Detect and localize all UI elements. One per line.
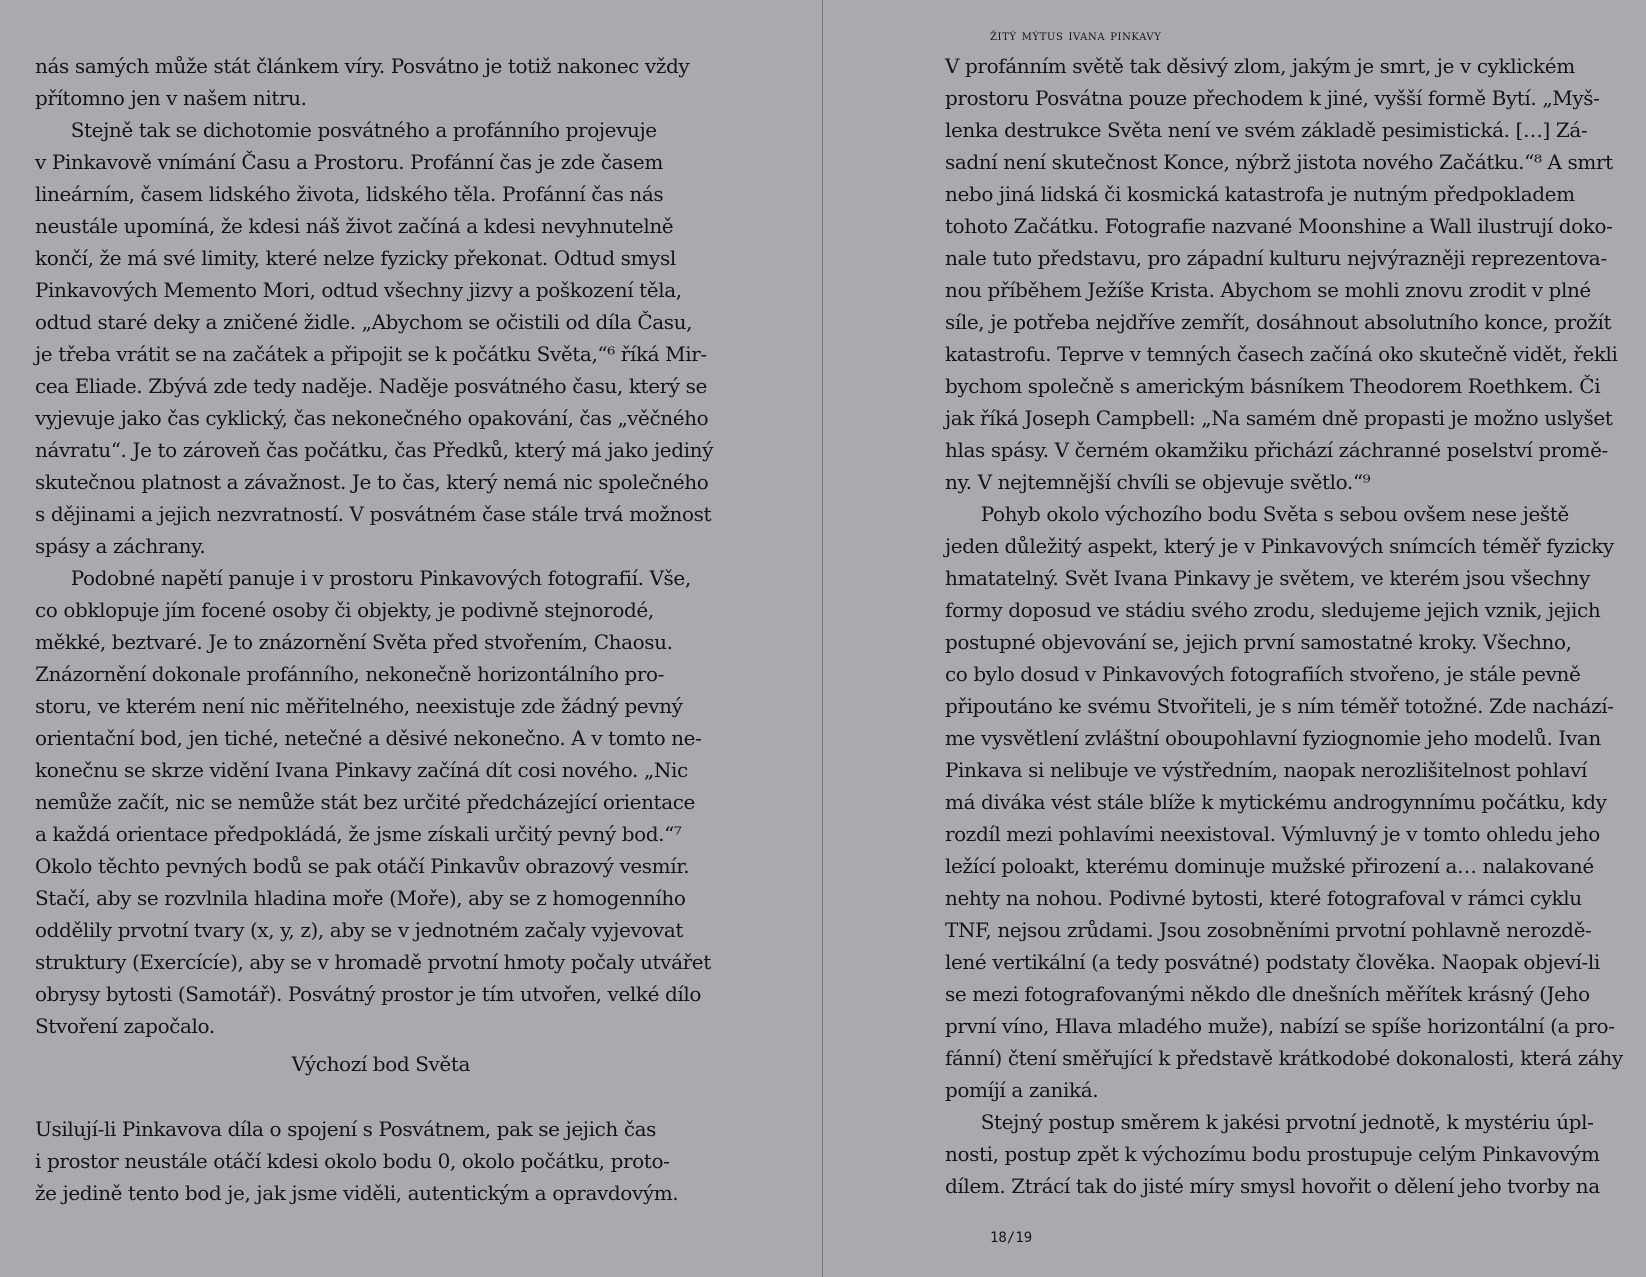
text-line: obrysy bytosti (Samotář). Posvátný prostor je tím utvořen, velké dílo (35, 982, 702, 1006)
text-line: jeden důležitý aspekt, který je v Pinkavových snímcích téměř fyzicky (945, 534, 1614, 558)
text-line: katastrofu. Teprve v temných časech začíná oko skutečně vidět, řekli (945, 342, 1618, 366)
text-line: je třeba vrátit se na začátek a připojit se k počátku Světa,“⁶ říká Mir- (35, 342, 707, 366)
text-line: Pohyb okolo výchozího bodu Světa s sebou ovšem nese ještě (945, 502, 1569, 526)
left-page (35, 0, 725, 1277)
text-line: s dějinami a jejich nezvratností. V posvátném čase stále trvá možnost (35, 502, 712, 526)
text-line: lineárním, časem lidského života, lidského těla. Profánní čas nás (35, 182, 664, 206)
text-line: hlas spásy. V černém okamžiku přichází záchranné poselství promě- (945, 438, 1608, 462)
text-line: nale tuto představu, pro západní kulturu nejvýrazněji reprezentova- (945, 246, 1607, 270)
page-numbers: 18/19 (990, 1230, 1033, 1246)
text-line: nehty na nohou. Podivné bytosti, které fotografoval v rámci cyklu (945, 886, 1582, 910)
text-line: nou příběhem Ježíše Krista. Abychom se mohli znovu zrodit v plné (945, 278, 1591, 302)
text-line: nás samých může stát článkem víry. Posvátno je totiž nakonec vždy (35, 54, 690, 78)
text-line: konečnu se skrze vidění Ivana Pinkavy začíná dít cosi nového. „Nic (35, 758, 688, 782)
running-header: žitý mýtus ivana pinkavy (990, 28, 1162, 44)
text-line: nosti, postup zpět k výchozímu bodu prostupuje celým Pinkavovým (945, 1142, 1600, 1166)
text-line: Stejně tak se dichotomie posvátného a profánního projevuje (35, 118, 657, 142)
text-line: dílem. Ztrácí tak do jisté míry smysl hovořit o dělení jeho tvorby na (945, 1174, 1600, 1198)
text-line: spásy a záchrany. (35, 534, 206, 558)
text-line: měkké, beztvaré. Je to znázornění Světa před stvořením, Chaosu. (35, 630, 673, 654)
right-text-block (945, 50, 1623, 1202)
left-text-block-after-heading (35, 1113, 678, 1209)
text-line: prostoru Posvátna pouze přechodem k jiné, vyšší formě Bytí. „Myš- (945, 86, 1600, 110)
text-line: Usilují-li Pinkavova díla o spojení s Posvátnem, pak se jejich čas (35, 1117, 657, 1141)
text-line: v Pinkavově vnímání Času a Prostoru. Profánní čas je zde časem (35, 150, 663, 174)
text-line: orientační bod, jen tiché, netečné a děsivé nekonečno. A v tomto ne- (35, 726, 702, 750)
text-line: hmatatelný. Svět Ivana Pinkavy je světem, ve kterém jsou všechny (945, 566, 1590, 590)
text-line: Pinkava si nelibuje ve výstředním, naopak nerozlišitelnost pohlaví (945, 758, 1588, 782)
text-line: V profánním světě tak děsivý zlom, jakým je smrt, je v cyklickém (945, 54, 1575, 78)
text-line: Podobné napětí panuje i v prostoru Pinkavových fotografií. Vše, (35, 566, 691, 590)
text-line: Okolo těchto pevných bodů se pak otáčí Pinkavův obrazový vesmír. (35, 854, 690, 878)
text-line: že jedině tento bod je, jak jsme viděli, autentickým a opravdovým. (35, 1181, 679, 1205)
text-line: ležící poloakt, kterému dominuje mužské přirození a… nalakované (945, 854, 1594, 878)
text-line: připoutáno ke svému Stvořiteli, je s ním téměř totožné. Zde nachází- (945, 694, 1614, 718)
text-line: tohoto Začátku. Fotografie nazvané Moonshine a Wall ilustrují doko- (945, 214, 1613, 238)
text-line: Stvoření započalo. (35, 1014, 215, 1038)
text-line: nebo jiná lidská či kosmická katastrofa je nutným předpokladem (945, 182, 1575, 206)
text-line: jak říká Joseph Campbell: „Na samém dně propasti je možno uslyšet (945, 406, 1613, 430)
text-line: pomíjí a zaniká. (945, 1078, 1099, 1102)
text-line: Znázornění dokonale profánního, nekonečně horizontálního pro- (35, 662, 664, 686)
text-line: ny. V nejtemnější chvíli se objevuje světlo.“⁹ (945, 470, 1371, 494)
text-line: lenka destrukce Světa není ve svém základě pesimistická. […] Zá- (945, 118, 1588, 142)
text-line: a každá orientace předpokládá, že jsme získali určitý pevný bod.“⁷ (35, 822, 682, 846)
text-line: fánní) čtení směřující k představě krátkodobé dokonalosti, která záhy (945, 1046, 1623, 1070)
text-line: lené vertikální (a tedy posvátné) podstaty člověka. Naopak objeví-li (945, 950, 1600, 974)
text-line: první víno, Hlava mladého muže), nabízí se spíše horizontální (a pro- (945, 1014, 1615, 1038)
text-line: oddělily prvotní tvary (x, y, z), aby se v jednotném začaly vyjevovat (35, 918, 683, 942)
text-line: storu, ve kterém není nic měřitelného, neexistuje zde žádný pevný (35, 694, 683, 718)
text-line: neustále upomíná, že kdesi náš život začíná a kdesi nevyhnutelně (35, 214, 674, 238)
text-line: Stačí, aby se rozvlnila hladina moře (Moře), aby se z homogenního (35, 886, 686, 910)
text-line: návratu“. Je to zároveň čas počátku, čas Předků, který má jako jediný (35, 438, 714, 462)
text-line: rozdíl mezi pohlavími neexistoval. Výmluvný je v tomto ohledu jeho (945, 822, 1600, 846)
text-line: síle, je potřeba nejdříve zemřít, dosáhnout absolutního konce, prožít (945, 310, 1612, 334)
text-line: Pinkavových Memento Mori, odtud všechny jizvy a poškození těla, (35, 278, 682, 302)
text-line: bychom společně s americkým básníkem Theodorem Roethkem. Či (945, 374, 1601, 398)
right-page (945, 0, 1623, 1277)
text-line: co obklopuje jím focené osoby či objekty, je podivně stejnorodé, (35, 598, 654, 622)
page-gutter (822, 0, 823, 1277)
text-line: formy doposud ve stádiu svého zrodu, sledujeme jejich vznik, jejich (945, 598, 1601, 622)
text-line: cea Eliade. Zbývá zde tedy naděje. Naděje posvátného času, který se (35, 374, 707, 398)
text-line: skutečnou platnost a závažnost. Je to čas, který nemá nic společného (35, 470, 709, 494)
left-text-block (35, 50, 713, 1042)
text-line: nemůže začít, nic se nemůže stát bez určité předcházející orientace (35, 790, 695, 814)
text-line: odtud staré deky a zničené židle. „Abychom se očistili od díla Času, (35, 310, 693, 334)
text-line: sadní není skutečnost Konce, nýbrž jistota nového Začátku.“⁸ A smrt (945, 150, 1613, 174)
text-line: se mezi fotografovanými někdo dle dnešních měřítek krásný (Jeho (945, 982, 1590, 1006)
text-line: končí, že má své limity, které nelze fyzicky překonat. Odtud smysl (35, 246, 676, 270)
text-line: postupné objevování se, jejich první samostatné kroky. Všechno, (945, 630, 1572, 654)
text-line: struktury (Exercícíe), aby se v hromadě prvotní hmoty počaly utvářet (35, 950, 711, 974)
text-line: TNF, nejsou zrůdami. Jsou zosobněními prvotní pohlavně nerozdě- (945, 918, 1592, 942)
text-line: přítomno jen v našem nitru. (35, 86, 307, 110)
text-line: i prostor neustále otáčí kdesi okolo bodu 0, okolo počátku, proto- (35, 1149, 670, 1173)
text-line: vyjevuje jako čas cyklický, čas nekonečného opakování, čas „věčného (35, 406, 709, 430)
text-line: má diváka vést stále blíže k mytickému androgynnímu počátku, kdy (945, 790, 1607, 814)
section-heading: Výchozí bod Světa (291, 1052, 470, 1076)
text-line: Stejný postup směrem k jakési prvotní jednotě, k mystériu úpl- (945, 1110, 1594, 1134)
text-line: co bylo dosud v Pinkavových fotografiích stvořeno, je stále pevně (945, 662, 1581, 686)
text-line: me vysvětlení zvláštní oboupohlavní fyziognomie jeho modelů. Ivan (945, 726, 1601, 750)
